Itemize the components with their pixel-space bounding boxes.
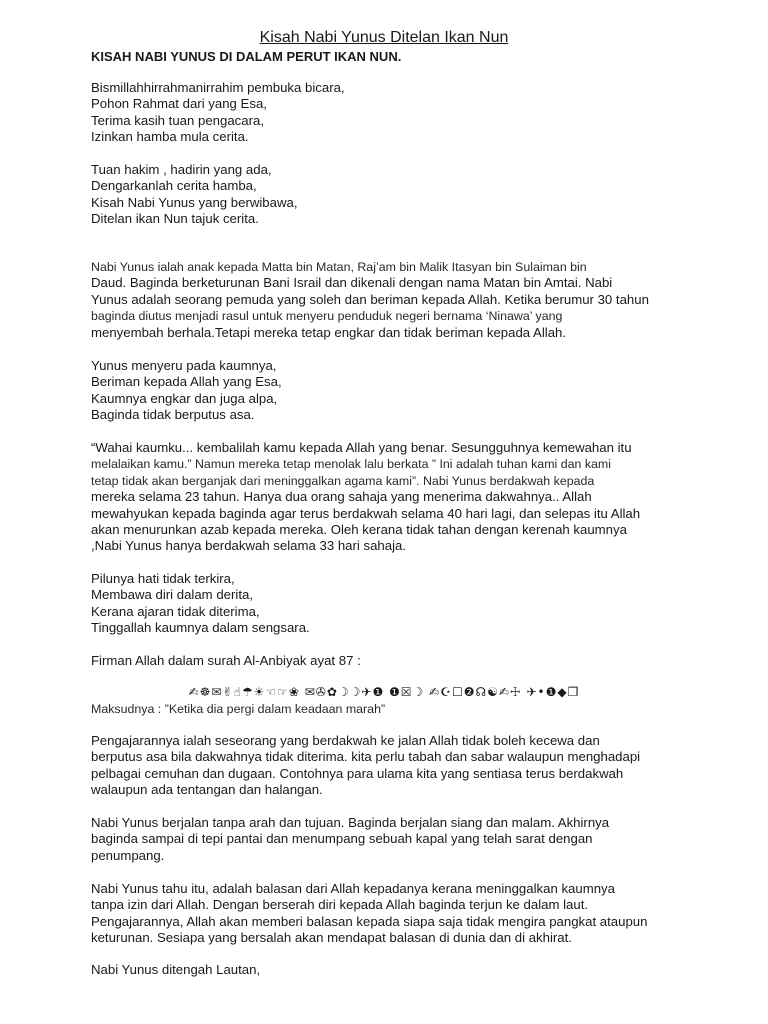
- document-title: Kisah Nabi Yunus Ditelan Ikan Nun: [259, 29, 509, 46]
- paragraph-line: tetap tidak akan berganjak dari meninggalkan agama kami”. Nabi Yunus berdakwah kepada: [91, 473, 595, 488]
- paragraph-line: Nabi Yunus berjalan tanpa arah dan tujuan. Baginda berjalan siang dan malam. Akhirnya: [91, 815, 610, 830]
- stanza-line: Kaumnya engkar dan juga alpa,: [91, 390, 278, 406]
- stanza-line: Baginda tidak berputus asa.: [91, 407, 255, 423]
- closing-line: [91, 962, 691, 978]
- stanza-line: Bismillahhirrahmanirrahim pembuka bicara,: [91, 80, 345, 95]
- paragraph-line: walaupun ada tentangan dan halangan.: [91, 782, 323, 798]
- stanza-4: [91, 571, 691, 637]
- closing-text: Nabi Yunus ditengah Lautan,: [91, 962, 261, 977]
- stanza-line: Terima kasih tuan pengacara,: [91, 112, 265, 128]
- stanza-line: Tinggallah kaumnya dalam sengsara.: [91, 620, 310, 636]
- paragraph-4: [91, 815, 691, 864]
- stanza-1: [91, 80, 691, 146]
- paragraph-line: Nabi Yunus tahu itu, adalah balasan dari Allah kepadanya kerana meninggalkan kaumnya: [91, 881, 615, 896]
- paragraph-line: mewahyukan kepada baginda agar terus berdakwah selama 40 hari lagi, dan selepas itu Allah: [91, 505, 641, 521]
- maksudnya-text: Maksudnya : ”Ketika dia pergi dalam keadaan marah”: [91, 702, 386, 716]
- stanza-line: Pohon Rahmat dari yang Esa,: [91, 96, 267, 112]
- paragraph-line: menyembah berhala.Tetapi mereka tetap engkar dan tidak beriman kepada Allah.: [91, 324, 567, 340]
- paragraph-line: Daud. Baginda berketurunan Bani Israil dan dikenali dengan nama Matan bin Amtai. Nabi: [91, 275, 613, 291]
- paragraph-line: baginda sampai di tepi pantai dan menumpang sebuah kapal yang telah sarat dengan: [91, 831, 593, 847]
- paragraph-2: [91, 440, 691, 555]
- paragraph-line: akan menurunkan azab kepada mereka. Oleh kerana tidak tahan dengan kerenah kaumnya: [91, 522, 627, 538]
- wingdings-verse: ✍☸✉✌☝☂☀☜☞❀ ✉✇✿☽☽✈❶ ❶☒☽ ✍☪☐❷☊☯✍☩ ✈•❶◆❒: [188, 685, 580, 699]
- paragraph-line: mereka selama 23 tahun. Hanya dua orang sahaja yang menerima dakwahnya.. Allah: [91, 489, 592, 505]
- paragraph-line: keturunan. Sesiapa yang bersalah akan mendapat balasan di dunia dan di akhirat.: [91, 930, 572, 946]
- paragraph-line: baginda diutus menjadi rasul untuk menyeru penduduk negeri bernama ‘Ninawa’ yang: [91, 309, 563, 324]
- paragraph-line: ,Nabi Yunus hanya berdakwah selama 33 hari sahaja.: [91, 538, 406, 554]
- stanza-line: Yunus menyeru pada kaumnya,: [91, 358, 277, 373]
- stanza-3: [91, 358, 691, 424]
- stanza-line: Izinkan hamba mula cerita.: [91, 129, 249, 145]
- stanza-line: Dengarkanlah cerita hamba,: [91, 178, 257, 194]
- document-subtitle: KISAH NABI YUNUS DI DALAM PERUT IKAN NUN.: [91, 49, 402, 64]
- stanza-line: Kerana ajaran tidak diterima,: [91, 603, 260, 619]
- paragraph-line: melalaikan kamu.” Namun mereka tetap menolak lalu berkata ” Ini adalah tuhan kami dan kami: [91, 457, 611, 472]
- stanza-line: Ditelan ikan Nun tajuk cerita.: [91, 211, 259, 227]
- stanza-line: Kisah Nabi Yunus yang berwibawa,: [91, 194, 298, 210]
- paragraph-line: Pengajarannya, Allah akan memberi balasan kepada siapa saja tidak mengira pangkat ataupun: [91, 913, 648, 929]
- firman-text: Firman Allah dalam surah Al-Anbiyak ayat 87 :: [91, 653, 361, 668]
- maksudnya-line: [91, 701, 691, 717]
- paragraph-line: berputus asa bila dakwahnya tidak diterima. kita perlu tabah dan sabar walaupun menghadapi: [91, 749, 641, 765]
- paragraph-line: Yunus adalah seorang pemuda yang soleh dan beriman kepada Allah. Ketika berumur 30 tahun: [91, 291, 649, 307]
- paragraph-line: Pengajarannya ialah seseorang yang berdakwah ke jalan Allah tidak boleh kecewa dan: [91, 733, 600, 748]
- paragraph-line: penumpang.: [91, 847, 165, 863]
- paragraph-line: pelbagai cemuhan dan dugaan. Contohnya para ulama kita yang sentiasa terus berdakwah: [91, 765, 624, 781]
- paragraph-line: Nabi Yunus ialah anak kepada Matta bin Matan, Raj’am bin Malik Itasyan bin Sulaiman bin: [91, 260, 587, 274]
- paragraph-line: “Wahai kaumku... kembalilah kamu kepada Allah yang benar. Sesungguhnya kemewahan itu: [91, 440, 632, 455]
- paragraph-1: [91, 259, 691, 341]
- paragraph-5: [91, 881, 691, 947]
- paragraph-3: [91, 733, 691, 799]
- paragraph-line: tanpa izin dari Allah. Dengan berserah diri kepada Allah baginda terjun ke dalam laut.: [91, 897, 589, 913]
- stanza-line: Tuan hakim , hadirin yang ada,: [91, 162, 272, 177]
- stanza-2: [91, 162, 691, 228]
- stanza-line: Membawa diri dalam derita,: [91, 587, 253, 603]
- stanza-line: Pilunya hati tidak terkira,: [91, 571, 235, 586]
- firman-line: [91, 653, 691, 669]
- stanza-line: Beriman kepada Allah yang Esa,: [91, 374, 282, 390]
